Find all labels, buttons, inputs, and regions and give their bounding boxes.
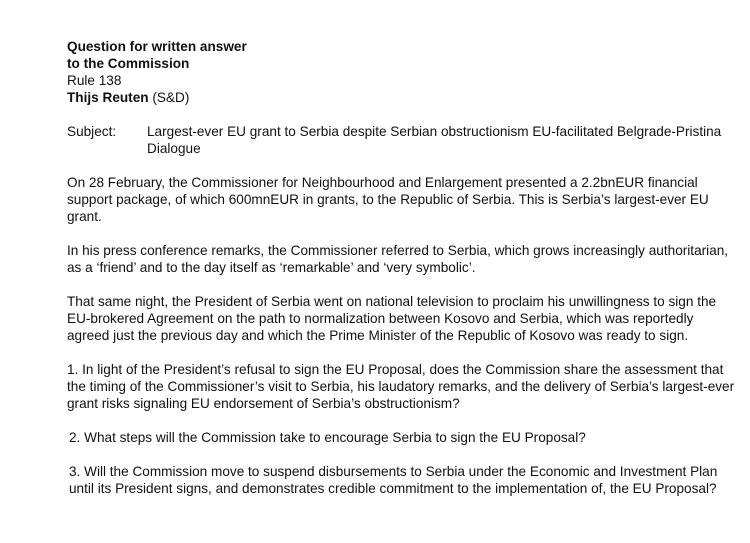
author-line [67,89,737,106]
paragraph-2: In his press conference remarks, the Commissioner referred to Serbia, which grows increasingly authoritarian, as a ‘friend’ and to the day itself as ‘remarkable’ and ‘very symbolic’. [67,243,729,275]
subject-text: Largest-ever EU grant to Serbia despite Serbian obstructionism EU-facilitated Belgrade-Pristina Dialogue [147,124,722,156]
subject-label: Subject: [67,124,117,139]
paragraph-3: That same night, the President of Serbia went on national television to proclaim his unwillingness to sign the EU-brokered Agreement on the path to normalization between Kosovo and Serbia, which was reportedly agreed just the previous day and which the Prime Minister of the Republic of Kosovo was ready to sign. [67,294,717,343]
rule-reference: Rule 138 [67,73,122,88]
author-name: Thijs Reuten [67,90,149,105]
question-2: 2. What steps will the Commission take to encourage Serbia to sign the EU Proposal? [69,430,586,445]
document-header [67,38,737,106]
question-3: 3. Will the Commission move to suspend disbursements to Serbia under the Economic and Investment Plan until its President signs, and demonstrates credible commitment to the implementation of, the EU Proposal? [69,464,718,496]
author-group: (S&D) [148,90,190,105]
question-1: 1. In light of the President’s refusal to sign the EU Proposal, does the Commission share the assessment that the timing of the Commissioner’s visit to Serbia, his laudatory remarks, and the delivery of Serbia’s largest-ever grant risks signaling EU endorsement of Serbia’s obstructionism? [67,362,735,411]
header-title-line-2: to the Commission [67,56,190,71]
document [67,38,737,497]
subject-row [67,123,737,157]
paragraph-1: On 28 February, the Commissioner for Neighbourhood and Enlargement presented a 2.2bnEUR financial support package, of which 600mnEUR in grants, to the Republic of Serbia. This is Serbia’s largest-ever EU grant. [67,175,709,224]
header-title-line-1: Question for written answer [67,39,247,54]
